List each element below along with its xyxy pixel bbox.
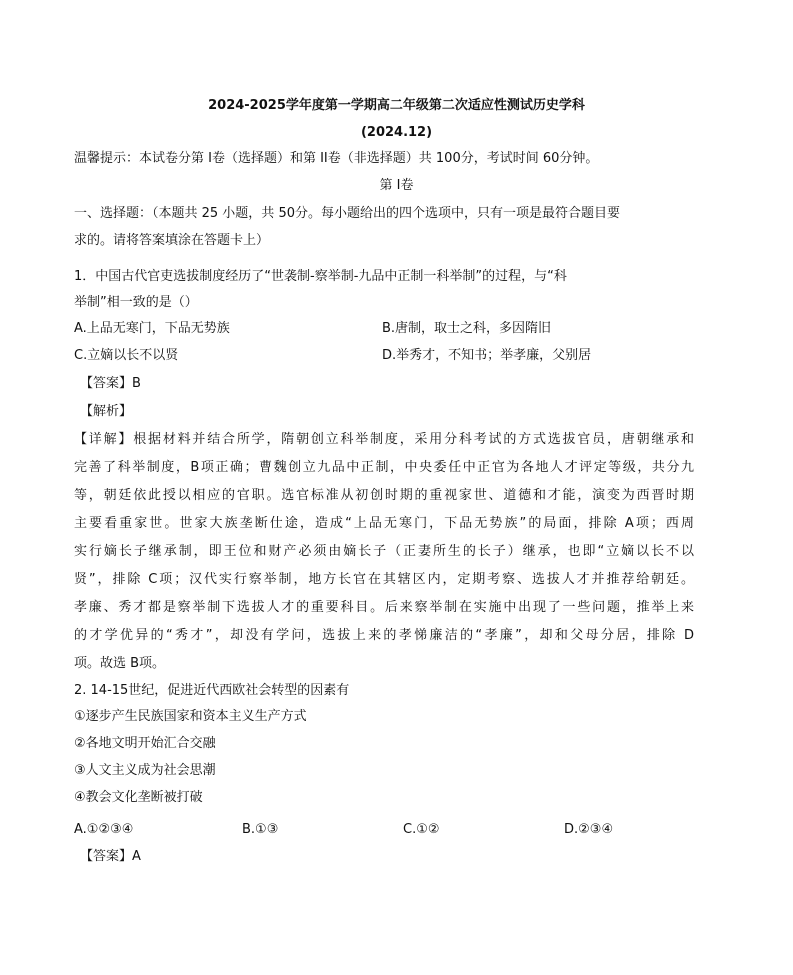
question-2-item: ②各地文明开始汇合交融	[74, 736, 216, 751]
section-instruction-line-2: 求的。请将答案填涂在答题卡上）	[74, 233, 270, 248]
question-1-detail-line: 的才学优异的“秀才”，却没有学问，选拔上来的孝悌廉洁的“孝廉”，却和父母分居，排除 D	[74, 628, 694, 643]
question-1-detail-line: 孝廉、秀才都是察举制下选拔人才的重要科目。后来察举制在实施中出现了一些问题，推举上来	[74, 600, 694, 615]
question-1-detail-line: 贤”，排除 C项；汉代实行察举制，地方长官在其辖区内，定期考察、选拔人才并推荐给朝廷。	[74, 572, 694, 587]
volume-heading: 第 I卷	[379, 178, 414, 193]
question-1-option-a: A.上品无寒门，下品无势族	[74, 321, 230, 336]
question-1-stem-line-2: 举制”相一致的是（）	[74, 295, 198, 310]
question-1-detail-line: 主要看重家世。世家大族垄断仕途，造成“上品无寒门，下品无势族”的局面，排除 A项；西周	[74, 516, 694, 531]
question-2-stem: 2. 14-15世纪，促进近代西欧社会转型的因素有	[74, 683, 350, 698]
question-2-item: ④教会文化垄断被打破	[74, 790, 203, 805]
section-instruction-line-1: 一、选择题：（本题共 25 小题，共 50分。每小题给出的四个选项中，只有一项是最符合题目要	[74, 206, 620, 221]
exam-title: 2024-2025学年度第一学期高二年级第二次适应性测试历史学科	[208, 98, 585, 113]
question-2-item: ①逐步产生民族国家和资本主义生产方式	[74, 709, 307, 724]
exam-date: (2024.12)	[360, 125, 433, 140]
question-1-detail-line: 实行嫡长子继承制，即王位和财产必须由嫡长子（正妻所生的长子）继承，也即“立嫡以长不以	[74, 544, 694, 559]
question-1-detail-line: 完善了科举制度，B项正确；曹魏创立九品中正制，中央委任中正官为各地人才评定等级，共分九	[74, 460, 694, 475]
question-1-analysis-label: 【解析】	[80, 404, 133, 419]
question-1-option-d: D.举秀才，不知书；举孝廉，父别居	[382, 348, 592, 363]
question-1-detail-line: 等，朝廷依此授以相应的官职。选官标准从初创时期的重视家世、道德和才能，演变为西晋时期	[74, 488, 694, 503]
question-1-detail-line: 项。故选 B项。	[74, 656, 166, 671]
question-2-option-a: A.①②③④	[74, 822, 134, 837]
question-1-option-b: B.唐制，取士之科，多因隋旧	[382, 321, 552, 336]
question-2-option-b: B.①③	[242, 822, 279, 837]
notice-text: 温馨提示：本试卷分第 I卷（选择题）和第 II卷（非选择题）共 100分，考试时间 60分钟。	[74, 151, 599, 166]
question-2-option-d: D.②③④	[564, 822, 614, 837]
question-1-answer: 【答案】B	[80, 376, 141, 391]
question-2-option-c: C.①②	[403, 822, 440, 837]
question-1-stem-line-1: 1．中国古代官吏选拔制度经历了“世袭制-察举制-九品中正制一科举制”的过程，与“科	[74, 269, 567, 284]
question-2-item: ③人文主义成为社会思潮	[74, 763, 216, 778]
question-1-detail-line: 【详解】根据材料并结合所学，隋朝创立科举制度，采用分科考试的方式选拔官员，唐朝继承和	[74, 432, 694, 447]
question-1-option-c: C.立嫡以长不以贤	[74, 348, 179, 363]
question-2-answer: 【答案】A	[80, 849, 141, 864]
